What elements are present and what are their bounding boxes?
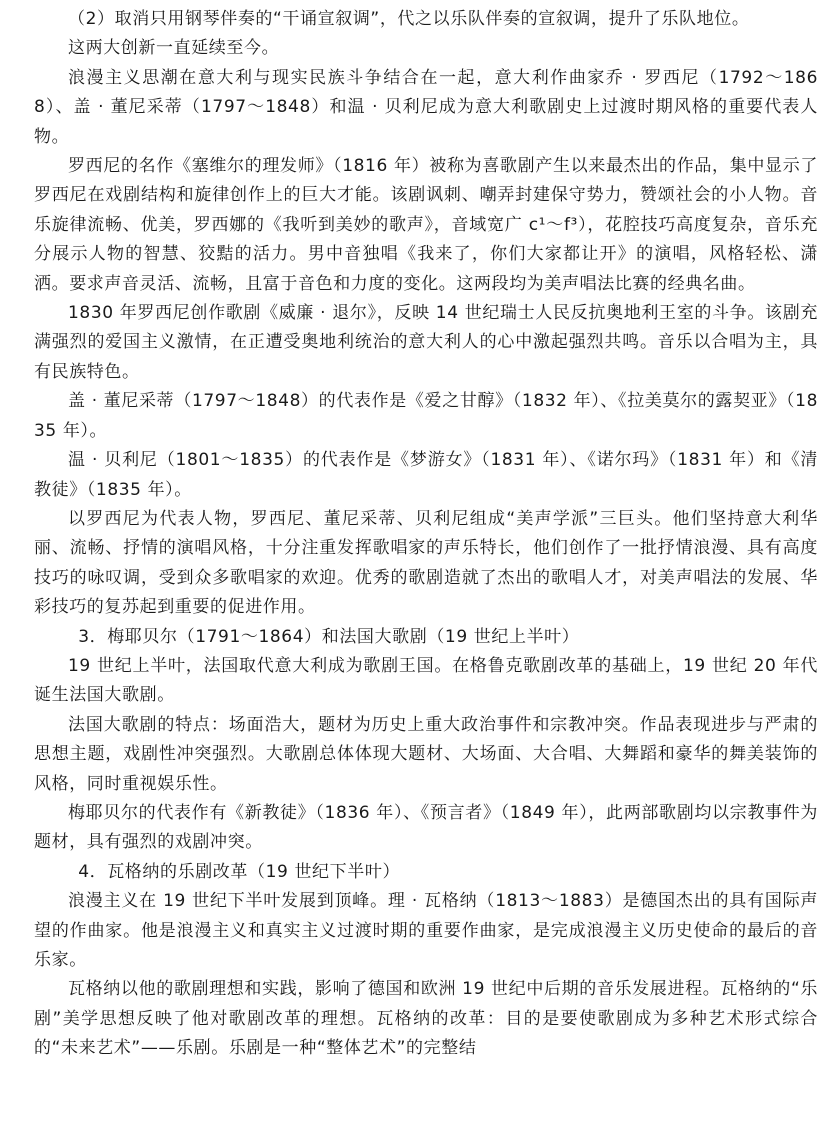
paragraph-innovations: 这两大创新一直延续至今。 [68,38,280,59]
paragraph-donizetti: 盖 · 董尼采蒂（1797～1848）的代表作是《爱之甘醇》（1832 年）、《拉美莫尔的露契亚》（1835 年）。 [34,391,818,441]
paragraph-bel-canto-school: 以罗西尼为代表人物，罗西尼、董尼采蒂、贝利尼组成“美声学派”三巨头。他们坚持意大利华丽、流畅、抒情的演唱风格，十分注重发挥歌唱家的声乐特长，他们创作了一批抒情浪漫、具有高度技巧的咏叹调，受到众多歌唱家的欢迎。优秀的歌剧造就了杰出的歌唱人才，对美声唱法的发展、华彩技巧的复苏起到重要的促进作用。 [34,508,818,618]
paragraph-recitative: （2）取消只用钢琴伴奏的“干诵宣叙调”，代之以乐队伴奏的宣叙调，提升了乐队地位。 [68,9,750,29]
paragraph-wagner-reform: 瓦格纳以他的歌剧理想和实践，影响了德国和欧洲 19 世纪中后期的音乐发展进程。瓦格纳的“乐剧”美学思想反映了他对歌剧改革的理想。瓦格纳的改革：目的是要使歌剧成为多种艺术形式综合的“未来艺术”——乐剧。乐剧是一种“整体艺术”的完整结 [34,979,818,1059]
section-heading-meyerbeer: 3．梅耶贝尔（1791～1864）和法国大歌剧（19 世纪上半叶） [78,626,580,647]
paragraph-william-tell: 1830 年罗西尼创作歌剧《威廉 · 退尔》，反映 14 世纪瑞士人民反抗奥地利王室的斗争。该剧充满强烈的爱国主义激情，在正遭受奥地利统治的意大利人的心中激起强烈共鸣。音乐以合唱为主，具有民族特色。 [34,303,818,382]
paragraph-meyerbeer-works: 梅耶贝尔的代表作有《新教徒》（1836 年）、《预言者》（1849 年），此两部歌剧均以宗教事件为题材，具有强烈的戏剧冲突。 [34,802,818,853]
paragraph-bellini: 温 · 贝利尼（1801～1835）的代表作是《梦游女》（1831 年）、《诺尔玛》（1831 年）和《清教徒》（1835 年）。 [34,450,818,500]
paragraph-grand-opera-features: 法国大歌剧的特点：场面浩大，题材为历史上重大政治事件和宗教冲突。作品表现进步与严肃的思想主题，戏剧性冲突强烈。大歌剧总体体现大题材、大场面、大合唱、大舞蹈和豪华的舞美装饰的风格，同时重视娱乐性。 [34,714,818,794]
paragraph-rossini-barber: 罗西尼的名作《塞维尔的理发师》（1816 年）被称为喜歌剧产生以来最杰出的作品，集中显示了罗西尼在戏剧结构和旋律创作上的巨大才能。该剧讽刺、嘲弄封建保守势力，赞颂社会的小人物。音乐旋律流畅、优美，罗西娜的《我听到美妙的歌声》，音域宽广 c¹～f³），花腔技巧高度复杂，音乐充分展示人物的智慧、狡黠的活力。男中音独唱《我来了，你们大家都让开》的演唱，风格轻松、潇洒。要求声音灵活、流畅，且富于音色和力度的变化。这两段均为美声唱法比赛的经典名曲。 [34,156,818,294]
paragraph-french-opera-rise: 19 世纪上半叶，法国取代意大利成为歌剧王国。在格鲁克歌剧改革的基础上，19 世纪 20 年代诞生法国大歌剧。 [34,655,818,706]
paragraph-wagner-intro: 浪漫主义在 19 世纪下半叶发展到顶峰。理 · 瓦格纳（1813～1883）是德国杰出的具有国际声望的作曲家。他是浪漫主义和真实主义过渡时期的重要作曲家，是完成浪漫主义历史使命的最后的音乐家。 [34,891,818,970]
paragraph-romanticism-italy: 浪漫主义思潮在意大利与现实民族斗争结合在一起，意大利作曲家乔 · 罗西尼（1792～1868）、盖 · 董尼采蒂（1797～1848）和温 · 贝利尼成为意大利歌剧史上过渡时期风格的重要代表人物。 [34,67,818,147]
section-heading-wagner: 4．瓦格纳的乐剧改革（19 世纪下半叶） [78,861,401,882]
